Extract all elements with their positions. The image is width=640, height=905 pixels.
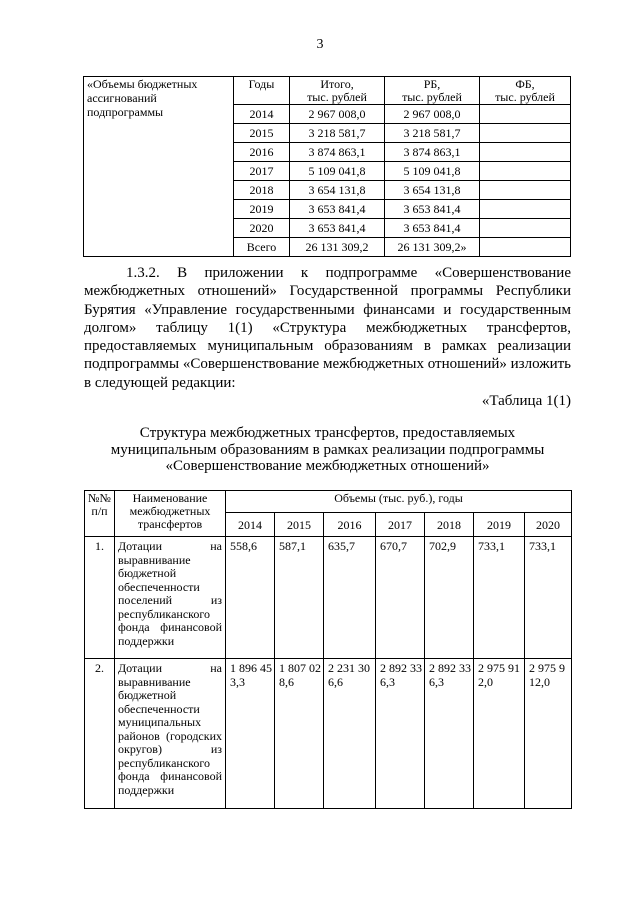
budget-allocation-table — [83, 76, 571, 257]
rb-cell: 2 967 008,0 — [385, 105, 480, 124]
value-cell: 2 892 336,3 — [376, 659, 425, 809]
table-row — [85, 659, 572, 809]
fb-cell — [480, 124, 571, 143]
total-cell: 3 874 863,1 — [290, 143, 385, 162]
transfer-name: Дотации на выравнивание бюджетной обеспеченности поселений из республиканского фонда финансовой поддержки — [115, 537, 226, 659]
table-reference: «Таблица 1(1) — [481, 393, 571, 409]
year-header: 2015 — [275, 513, 324, 537]
table-title — [84, 425, 571, 475]
value-cell: 1 896 453,3 — [226, 659, 275, 809]
value-cell: 1 807 028,6 — [275, 659, 324, 809]
header-rb: РБ, тыс. рублей — [385, 77, 480, 105]
header-fb: ФБ, тыс. рублей — [480, 77, 571, 105]
header-number: №№ п/п — [85, 491, 115, 537]
year-header: 2014 — [226, 513, 275, 537]
page-number: 3 — [316, 37, 324, 52]
total-cell: 26 131 309,2 — [290, 238, 385, 257]
rb-cell: 3 218 581,7 — [385, 124, 480, 143]
value-cell: 733,1 — [474, 537, 525, 659]
year-cell: 2017 — [234, 162, 290, 181]
total-cell: 2 967 008,0 — [290, 105, 385, 124]
fb-cell — [480, 200, 571, 219]
rb-cell: 26 131 309,2» — [385, 238, 480, 257]
year-cell: 2014 — [234, 105, 290, 124]
value-cell: 2 975 912,0 — [525, 659, 572, 809]
year-cell: Всего — [234, 238, 290, 257]
fb-cell — [480, 105, 571, 124]
transfers-header-row — [85, 491, 572, 513]
header-name: Наименование межбюджетных трансфертов — [115, 491, 226, 537]
value-cell: 2 892 336,3 — [425, 659, 474, 809]
total-cell: 3 218 581,7 — [290, 124, 385, 143]
title-line: муниципальным образованиям в рамках реализации подпрограммы — [110, 441, 545, 458]
total-cell: 3 653 841,4 — [290, 200, 385, 219]
year-cell: 2019 — [234, 200, 290, 219]
header-years: Годы — [234, 77, 290, 105]
value-cell: 587,1 — [275, 537, 324, 659]
fb-cell — [480, 143, 571, 162]
row-number: 1. — [85, 537, 115, 659]
header-volumes: Объемы (тыс. руб.), годы — [226, 491, 572, 513]
fb-cell — [480, 238, 571, 257]
total-cell: 3 654 131,8 — [290, 181, 385, 200]
value-cell: 670,7 — [376, 537, 425, 659]
value-cell: 558,6 — [226, 537, 275, 659]
amendment-paragraph — [84, 264, 571, 392]
year-cell: 2020 — [234, 219, 290, 238]
value-cell: 635,7 — [324, 537, 376, 659]
paragraph-text: 1.3.2. В приложении к подпрограмме «Совершенствование межбюджетных отношений» Государственной программы Республики Бурятия «Управление государственными финансами и государственным долгом» таблицу 1(1) «Структура межбюджетных трансфертов, предоставляемых муниципальным образованиям в рамках реализации подпрограммы «Совершенствование межбюджетных отношений» изложить в следующей редакции: — [84, 265, 572, 391]
fb-cell — [480, 181, 571, 200]
budget-table-header — [84, 77, 571, 105]
transfer-name: Дотации на выравнивание бюджетной обеспеченности муниципальных районов (городских округов) из республиканского фонда финансовой поддержки — [115, 659, 226, 809]
total-cell: 3 653 841,4 — [290, 219, 385, 238]
year-cell: 2016 — [234, 143, 290, 162]
header-total: Итого, тыс. рублей — [290, 77, 385, 105]
value-cell: 2 975 912,0 — [474, 659, 525, 809]
table-row — [85, 537, 572, 659]
rb-cell: 3 654 131,8 — [385, 181, 480, 200]
value-cell: 733,1 — [525, 537, 572, 659]
year-cell: 2018 — [234, 181, 290, 200]
rb-cell: 3 653 841,4 — [385, 219, 480, 238]
rb-cell: 3 874 863,1 — [385, 143, 480, 162]
year-cell: 2015 — [234, 124, 290, 143]
year-header: 2020 — [525, 513, 572, 537]
row-number: 2. — [85, 659, 115, 809]
total-cell: 5 109 041,8 — [290, 162, 385, 181]
value-cell: 2 231 306,6 — [324, 659, 376, 809]
rb-cell: 3 653 841,4 — [385, 200, 480, 219]
year-header: 2017 — [376, 513, 425, 537]
budget-table-description: «Объемы бюджетных ассигнований подпрограммы — [84, 77, 234, 257]
rb-cell: 5 109 041,8 — [385, 162, 480, 181]
year-header: 2016 — [324, 513, 376, 537]
value-cell: 702,9 — [425, 537, 474, 659]
fb-cell — [480, 162, 571, 181]
fb-cell — [480, 219, 571, 238]
title-line: «Совершенствование межбюджетных отношений» — [165, 458, 490, 474]
transfers-table — [84, 490, 572, 809]
year-header: 2018 — [425, 513, 474, 537]
year-header: 2019 — [474, 513, 525, 537]
title-line: Структура межбюджетных трансфертов, предоставляемых — [139, 425, 516, 441]
